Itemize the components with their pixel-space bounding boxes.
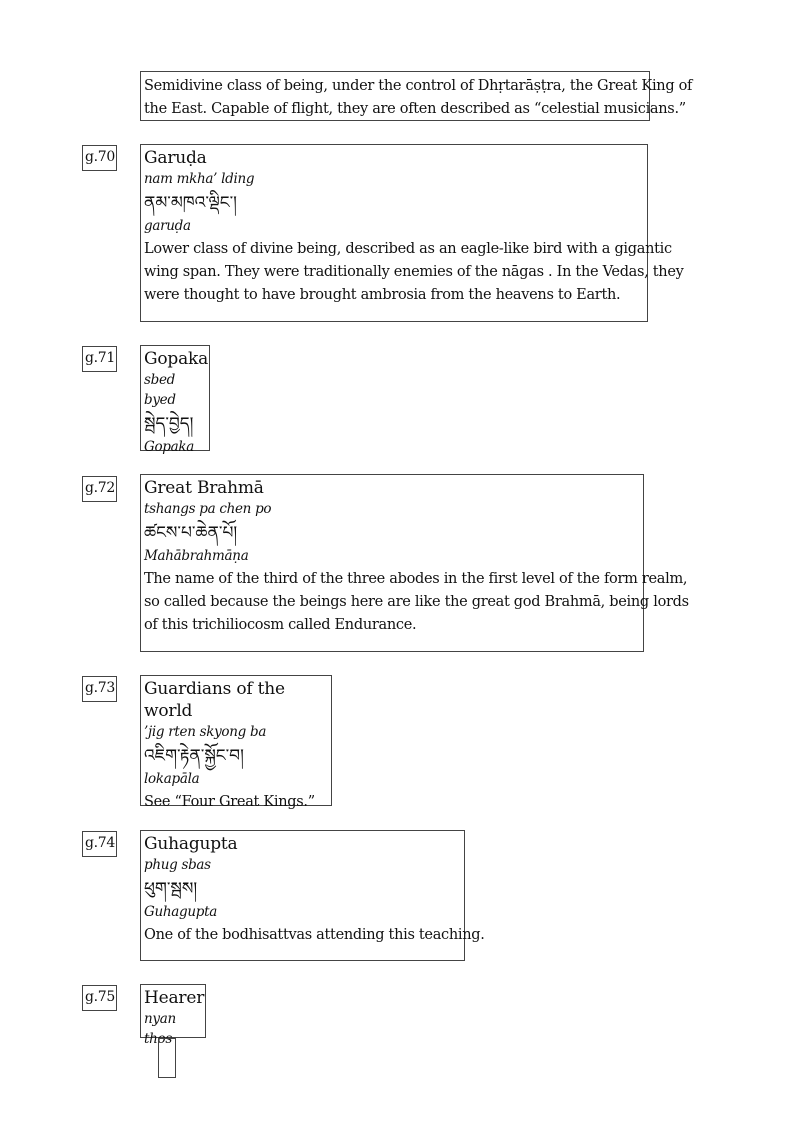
entry-definition: Lower class of divine being, described as an eagle-like bird with a gigantic wing span. They were traditionally enemies of the nāgas . In the Vedas, they were thought to have brought ambrosia from the heavens to Earth. — [144, 241, 684, 303]
entry-tibetan: ཚངས་པ་ཆེན་པོ། — [144, 523, 238, 543]
entry-term: Garuḍa — [144, 148, 207, 168]
glossary-entry-guardians-of-the-world — [140, 675, 332, 810]
glossary-entry-hearer — [140, 984, 206, 1047]
entry-tibetan: འཇིག་རྟེན་སྐྱོང་བ། — [144, 746, 244, 766]
entry-definition: One of the bodhisattvas attending this teaching. — [144, 927, 485, 943]
entry-tibetan: ནམ་མཁའ་ལྡིང་། — [144, 193, 237, 213]
entry-tibetan: སྦེད་བྱེད། — [144, 414, 194, 434]
entry-tibetan: ཕུག་སྦས། — [144, 879, 198, 899]
entry-number: g.75 — [82, 985, 117, 1011]
entry-number: g.70 — [82, 145, 117, 171]
entry-wylie: nyan thos — [144, 1011, 176, 1047]
entry-sanskrit: lokapāla — [144, 771, 200, 787]
entry-sanskrit: Mahābrahmāṇa — [144, 548, 249, 564]
glossary-entry-great-brahma — [140, 474, 689, 652]
entry-wylie: sbed byed — [144, 372, 176, 408]
entry-definition: The name of the third of the three abodes in the first level of the form realm, so called because the beings here are like the great god Brahmā, being lords of this trichiliocosm called Endurance. — [144, 571, 689, 633]
entry-wylie: tshangs pa chen po — [144, 501, 272, 517]
entry-term: Great Brahmā — [144, 478, 264, 498]
entry-sanskrit: garuḍa — [144, 218, 191, 234]
entry-wylie: phug sbas — [144, 857, 211, 873]
entry-sanskrit: Guhagupta — [144, 904, 217, 920]
entry-term: Hearer — [144, 988, 205, 1008]
tibetan-placeholder-box — [158, 1038, 176, 1078]
entry-definition: See “Four Great Kings.” — [144, 794, 315, 810]
entry-number: g.73 — [82, 676, 117, 702]
glossary-entry-guhagupta — [140, 830, 485, 961]
entry-wylie: ’jig rten skyong ba — [144, 724, 267, 740]
glossary-entry-gopaka — [140, 345, 210, 455]
entry-sanskrit: Gopaka — [144, 439, 195, 455]
entry-term: Guardians of the world — [144, 679, 285, 721]
entry-term: Guhagupta — [144, 834, 238, 854]
glossary-entry-garuda — [140, 144, 684, 322]
entry-number: g.72 — [82, 476, 117, 502]
entry-continuation — [140, 71, 693, 121]
entry-number: g.71 — [82, 346, 117, 372]
entry-number: g.74 — [82, 831, 117, 857]
entry-definition: Semidivine class of being, under the control of Dhṛtarāṣṭra, the Great King of the East. Capable of flight, they are often described as “celestial musicians.” — [144, 78, 693, 117]
entry-term: Gopaka — [144, 349, 209, 369]
entry-wylie: nam mkha’ lding — [144, 171, 255, 187]
